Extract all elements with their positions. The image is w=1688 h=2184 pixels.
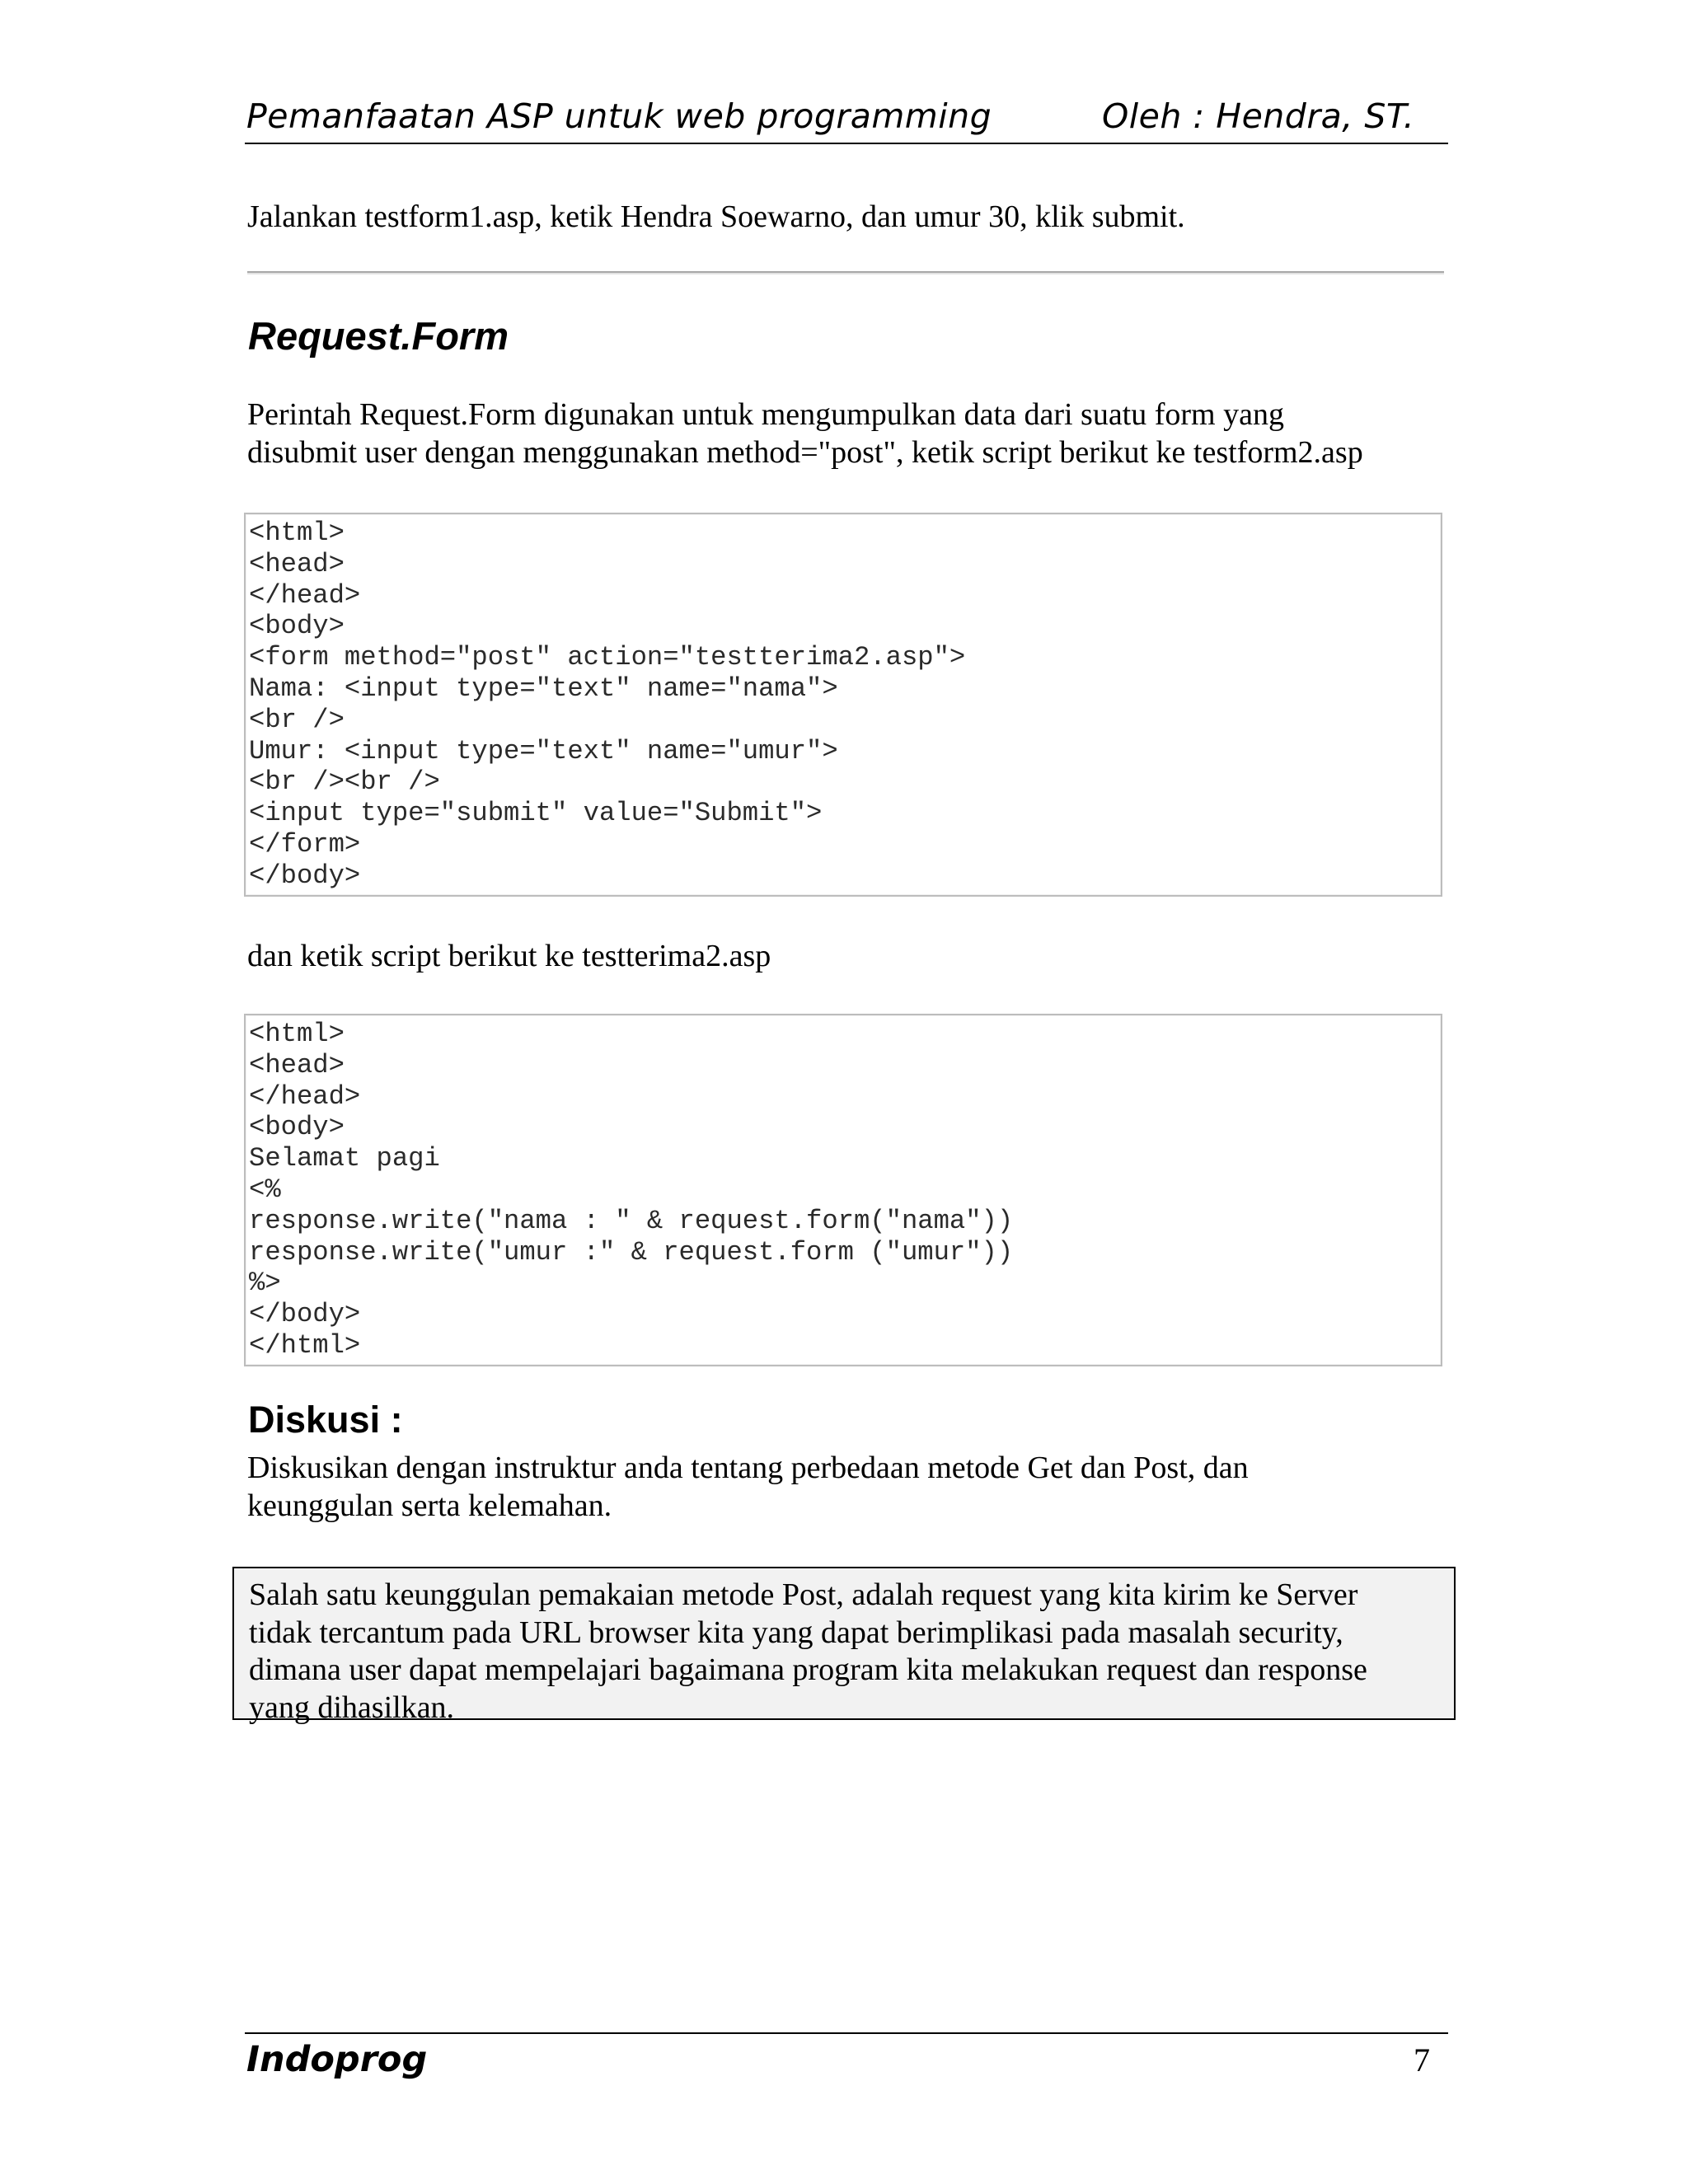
section-heading: Request.Form <box>248 314 509 358</box>
header-author: Oleh : Hendra, ST. <box>1102 96 1415 136</box>
code-line: response.write("umur :" & request.form ("umur")) <box>249 1236 1014 1268</box>
note-line: yang dihasilkan. <box>249 1690 455 1725</box>
code-line: <html> <box>249 518 345 548</box>
code-line: </body> <box>249 860 361 891</box>
note-line: Salah satu keunggulan pemakaian metode Post, adalah request yang kita kirim ke Server <box>249 1577 1358 1612</box>
code-line: <input type="submit" value="Submit"> <box>249 798 823 829</box>
code-line: <form method="post" action="testterima2.asp"> <box>249 642 966 673</box>
code-line: <html> <box>249 1019 345 1049</box>
code-line: %> <box>249 1268 281 1299</box>
footer-divider <box>245 2032 1448 2034</box>
diskusi-line-1: Diskusikan dengan instruktur anda tentang perbedaan metode Get dan Post, dan <box>247 1451 1249 1485</box>
code-line: </head> <box>249 1080 361 1112</box>
code-line: Selamat pagi <box>249 1143 440 1174</box>
code-line: </html> <box>249 1329 361 1361</box>
code-line: </form> <box>249 828 361 860</box>
note-box <box>232 1567 1456 1725</box>
footer-brand: Indoprog <box>246 2039 428 2080</box>
code-line: <body> <box>249 1112 345 1143</box>
code-line: </body> <box>249 1299 361 1330</box>
intro-paragraph: Jalankan testform1.asp, ketik Hendra Soewarno, dan umur 30, klik submit. <box>247 199 1185 234</box>
code-block-testform2 <box>244 513 1442 897</box>
page-header <box>245 95 1448 144</box>
code-line: Umur: <input type="text" name="umur"> <box>249 735 838 766</box>
code-line: <body> <box>249 611 345 642</box>
code-block-testterima2 <box>244 1014 1442 1366</box>
between-paragraph: dan ketik script berikut ke testterima2.asp <box>247 939 771 973</box>
code-line: <head> <box>249 1049 345 1080</box>
code-line: </head> <box>249 579 361 611</box>
code-line: <br /> <box>249 704 345 735</box>
header-title: Pemanfaatan ASP untuk web programming <box>246 96 992 136</box>
code-line: response.write("nama : " & request.form("nama")) <box>249 1205 1014 1236</box>
code-line: <br /><br /> <box>249 766 440 798</box>
code-line: <head> <box>249 548 345 579</box>
diskusi-heading: Diskusi : <box>248 1399 403 1441</box>
note-line: tidak tercantum pada URL browser kita yang dapat berimplikasi pada masalah security, <box>249 1615 1343 1650</box>
diskusi-line-2: keunggulan serta kelemahan. <box>247 1488 612 1523</box>
code-line: Nama: <input type="text" name="nama"> <box>249 673 838 704</box>
note-line: dimana user dapat mempelajari bagaimana program kita melakukan request dan response <box>249 1652 1367 1687</box>
section-paragraph-line-1: Perintah Request.Form digunakan untuk mengumpulkan data dari suatu form yang <box>247 397 1284 432</box>
horizontal-divider <box>247 271 1444 274</box>
code-line: <% <box>249 1174 281 1205</box>
section-paragraph-line-2: disubmit user dengan menggunakan method="post", ketik script berikut ke testform2.asp <box>247 435 1363 470</box>
page-number: 7 <box>1414 2041 1430 2079</box>
